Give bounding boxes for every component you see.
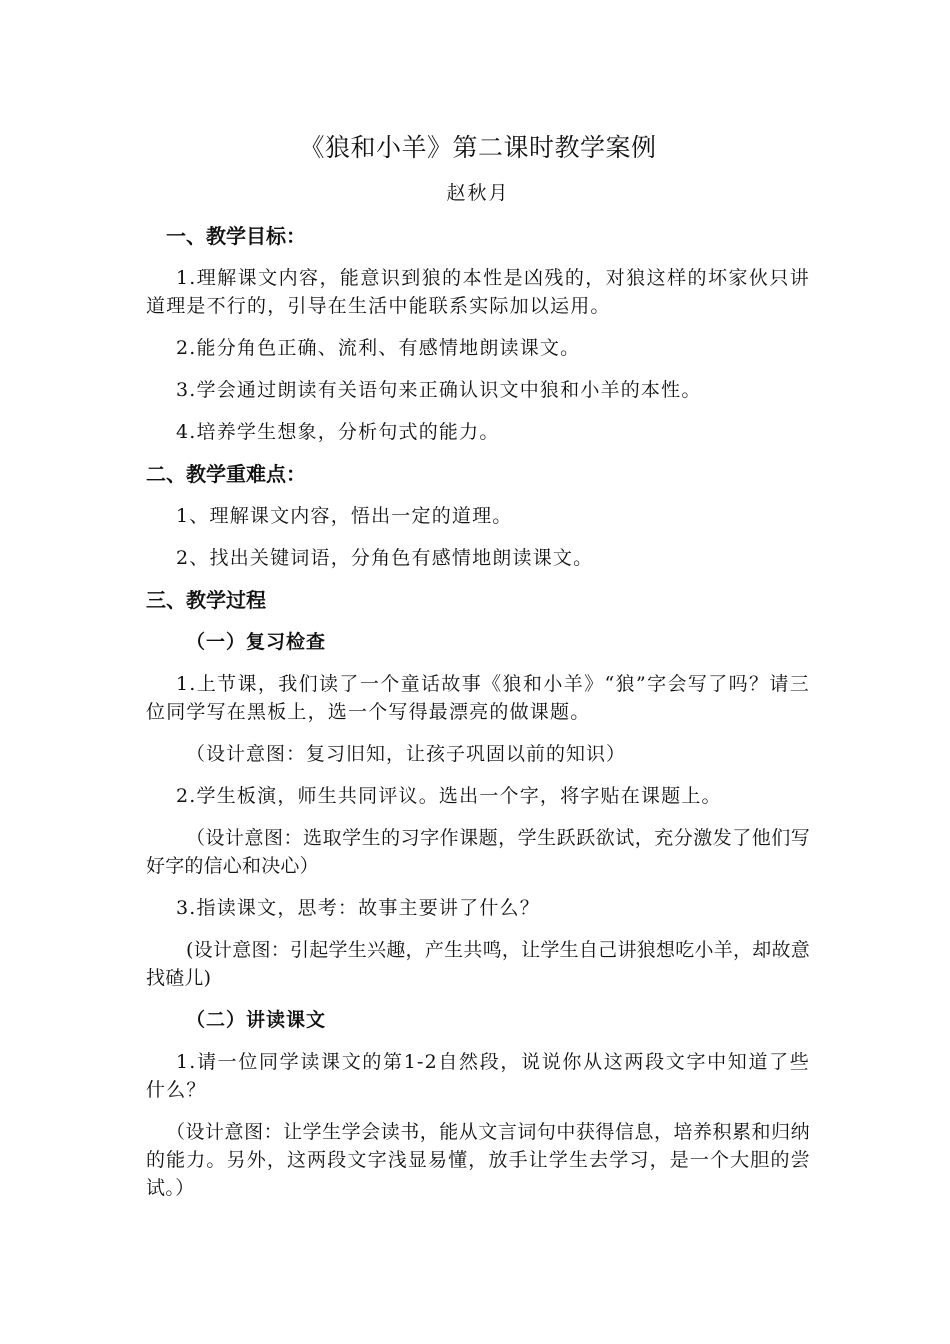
goal-item: 2.能分角色正确、流利、有感情地朗读课文。 <box>176 337 581 359</box>
section-heading-goals: 一、教学目标： <box>166 224 306 248</box>
goal-item: 3.学会通过朗读有关语句来正确认识文中狼和小羊的本性。 <box>176 379 702 401</box>
goal-item: 1.理解课文内容，能意识到狼的本性是凶残的，对狼这样的坏家伙只讲道理是不行的，引导在生活中能联系实际加以运用。 <box>146 267 810 317</box>
design-intent-note: （设计意图：复习旧知，让孩子巩固以前的知识） <box>186 743 627 765</box>
process-paragraph: 1.上节课，我们读了一个童话故事《狼和小羊》“狼”字会写了吗？请三位同学写在黑板上，选一个写得最漂亮的做课题。 <box>146 673 810 723</box>
document-page <box>146 128 810 1216</box>
document-title: 《狼和小羊》第二课时教学案例 <box>299 133 657 162</box>
process-paragraph: 2.学生板演，师生共同评议。选出一个字，将字贴在课题上。 <box>176 785 722 807</box>
document-author: 赵秋月 <box>446 182 510 204</box>
section-heading-key-points: 二、教学重难点： <box>146 462 306 486</box>
section-heading-process: 三、教学过程 <box>146 588 266 612</box>
process-paragraph: 1.请一位同学读课文的第1-2自然段，说说你从这两段文字中知道了些什么？ <box>146 1051 810 1101</box>
design-intent-note: （设计意图：选取学生的习字作课题，学生跃跃欲试，充分激发了他们写好字的信心和决心） <box>146 827 810 877</box>
key-point-item: 1、理解课文内容，悟出一定的道理。 <box>176 505 513 527</box>
subsection-heading-reading: （二）讲读课文 <box>186 1009 327 1031</box>
process-paragraph: 3.指读课文，思考：故事主要讲了什么？ <box>176 897 540 919</box>
design-intent-note: （设计意图：让学生学会读书，能从文言词句中获得信息，培养积累和归纳的能力。另外，这两段文字浅显易懂，放手让学生去学习，是一个大胆的尝试。） <box>146 1121 810 1199</box>
design-intent-note: (设计意图：引起学生兴趣，产生共鸣，让学生自己讲狼想吃小羊，却故意找碴儿) <box>146 939 810 989</box>
subsection-heading-review: （一）复习检查 <box>186 631 327 653</box>
key-point-item: 2、找出关键词语，分角色有感情地朗读课文。 <box>176 547 594 569</box>
goal-item: 4.培养学生想象，分析句式的能力。 <box>176 421 500 443</box>
